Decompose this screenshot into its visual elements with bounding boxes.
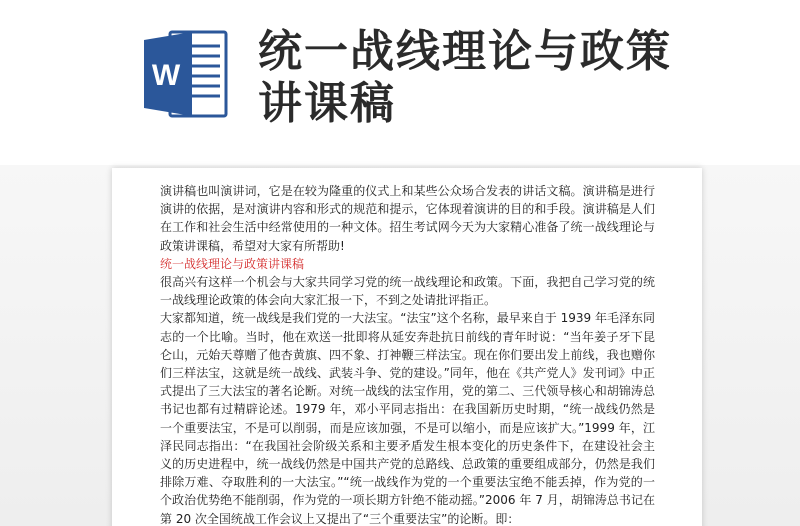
paragraph-2: 大家都知道，统一战线是我们党的一大法宝。“法宝”这个名称，最早来自于 1939 年毛泽东同志的一个比喻。当时，他在欢送一批即将从延安奔赴抗日前线的青年时说：“当年姜子牙下昆仑山，元始天尊赠了他杏黄旗、四不象、打神鞭三样法宝。现在你们要出发上前线，我也赠你们三样法宝，这就是统一战线、武装斗争、党的建设。”同年，他在《共产党人》发刊词》中正式提出了三大法宝的著名论断。对统一战线的法宝作用，党的第二、三代领导核心和胡锦涛总书记也都有过精辟论述。1979 年，邓小平同志指出：在我国新历史时期，“统一战线仍然是一个重要法宝，不是可以削弱，而是应该加强，不是可以缩小，而是应该扩大。”1999 年，江泽民同志指出：“在我国社会阶级关系和主要矛盾发生根本变化的历史条件下，在建设社会主义的历史进程中，统一战线仍然是中国共产党的总路线、总政策的重要组成部分，仍然是我们排除万难、夺取胜利的一大法宝。”“统一战线作为党的一个重要法宝绝不能丢掉，作为党的一个政治优势绝不能削弱，作为党的一项长期方针绝不能动摇。”2006 年 7 月，胡锦涛总书记在第 20 次全国统战工作会议上又提出了“三个重要法宝”的论断。即： [160,311,655,526]
page-title [258,26,728,130]
section-heading: 统一战线理论与政策讲课稿 [160,256,305,271]
word-icon [144,28,228,120]
intro-paragraph: 演讲稿也叫演讲词，它是在较为隆重的仪式上和某些公众场合发表的讲话文稿。演讲稿是进行演讲的依据，是对演讲内容和形式的规范和提示，它体现着演讲的目的和手段。演讲稿是人们在工作和社会生活中经常使用的一种文体。招生考试网今天为大家精心准备了统一战线理论与政策讲课稿，希望对大家有所帮助! [160,184,655,253]
title-line-2: 讲课稿 [258,78,396,129]
document-page [112,168,702,526]
word-icon-letter: W [151,59,181,92]
title-line-1: 统一战线理论与政策 [258,26,672,77]
paragraph-1: 很高兴有这样一个机会与大家共同学习党的统一战线理论和政策。下面，我把自己学习党的统一战线理论政策的体会向大家汇报一下，不到之处请批评指正。 [160,275,655,308]
document-body [160,182,655,526]
